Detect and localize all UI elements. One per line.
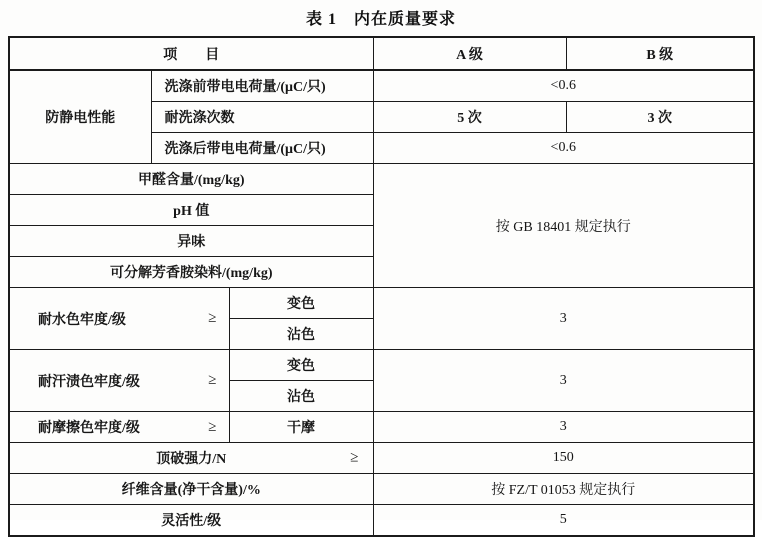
- item-aromatic-amines: 可分解芳香胺染料/(mg/kg): [9, 257, 373, 288]
- gte-symbol: ≥: [208, 372, 217, 388]
- item-rubbing-fastness: [9, 412, 229, 443]
- gte-symbol: ≥: [208, 418, 217, 435]
- item-odor: 异味: [9, 226, 373, 257]
- value-flexibility: 5: [373, 505, 754, 537]
- header-grade-a: A 级: [373, 37, 566, 70]
- table-row: [9, 412, 754, 443]
- value-fiber-content: 按 FZ/T 01053 规定执行: [373, 474, 754, 505]
- table-row: [9, 443, 754, 474]
- item-rubbing-fastness-label: 耐摩擦色牢度/级: [38, 421, 140, 436]
- value-post-wash-charge: <0.6: [373, 133, 754, 164]
- item-fiber-content: 纤维含量(净干含量)/%: [9, 474, 373, 505]
- table-row: [9, 70, 754, 102]
- item-water-fastness-inner: [12, 309, 227, 329]
- item-ph-value: pH 值: [9, 195, 373, 226]
- header-grade-b: B 级: [566, 37, 754, 70]
- item-sweat-fastness-inner: [12, 371, 227, 391]
- table-row: [9, 350, 754, 381]
- item-post-wash-charge: 洗涤后带电电荷量/(μC/只): [151, 133, 373, 164]
- value-gb18401-reference: 按 GB 18401 规定执行: [373, 164, 754, 288]
- gte-symbol: ≥: [350, 449, 359, 466]
- header-item: 项 目: [9, 37, 373, 70]
- item-rubbing-fastness-inner: [12, 417, 227, 437]
- value-pre-wash-charge: <0.6: [373, 70, 754, 102]
- sub-water-color-change: 变色: [229, 288, 373, 319]
- item-bursting-strength: [9, 443, 373, 474]
- value-water-fastness: 3: [373, 288, 754, 350]
- value-wash-cycles-b: 3 次: [566, 102, 754, 133]
- sub-water-staining: 沾色: [229, 319, 373, 350]
- table-row: [9, 505, 754, 537]
- table-row: [9, 474, 754, 505]
- sub-rubbing-dry: 干摩: [229, 412, 373, 443]
- table-row: [9, 164, 754, 195]
- group-antistatic: 防静电性能: [9, 70, 151, 164]
- table-row: [9, 288, 754, 319]
- value-rubbing-fastness: 3: [373, 412, 754, 443]
- header-row: [9, 37, 754, 70]
- item-sweat-fastness: [9, 350, 229, 412]
- value-wash-cycles-a: 5 次: [373, 102, 566, 133]
- quality-requirements-table: [8, 36, 755, 537]
- value-sweat-fastness: 3: [373, 350, 754, 412]
- item-formaldehyde: 甲醛含量/(mg/kg): [9, 164, 373, 195]
- item-water-fastness: [9, 288, 229, 350]
- item-bursting-strength-label: 顶破强力/N: [156, 452, 227, 467]
- table-caption: 表 1 内在质量要求: [305, 11, 456, 28]
- item-pre-wash-charge: 洗涤前带电电荷量/(μC/只): [151, 70, 373, 102]
- gte-symbol: ≥: [208, 310, 217, 326]
- item-wash-cycles: 耐洗涤次数: [151, 102, 373, 133]
- item-sweat-fastness-label: 耐汗渍色牢度/级: [38, 374, 140, 390]
- sub-sweat-staining: 沾色: [229, 381, 373, 412]
- item-water-fastness-label: 耐水色牢度/级: [38, 312, 126, 328]
- sub-sweat-color-change: 变色: [229, 350, 373, 381]
- value-bursting-strength: 150: [373, 443, 754, 474]
- item-flexibility: 灵活性/级: [9, 505, 373, 537]
